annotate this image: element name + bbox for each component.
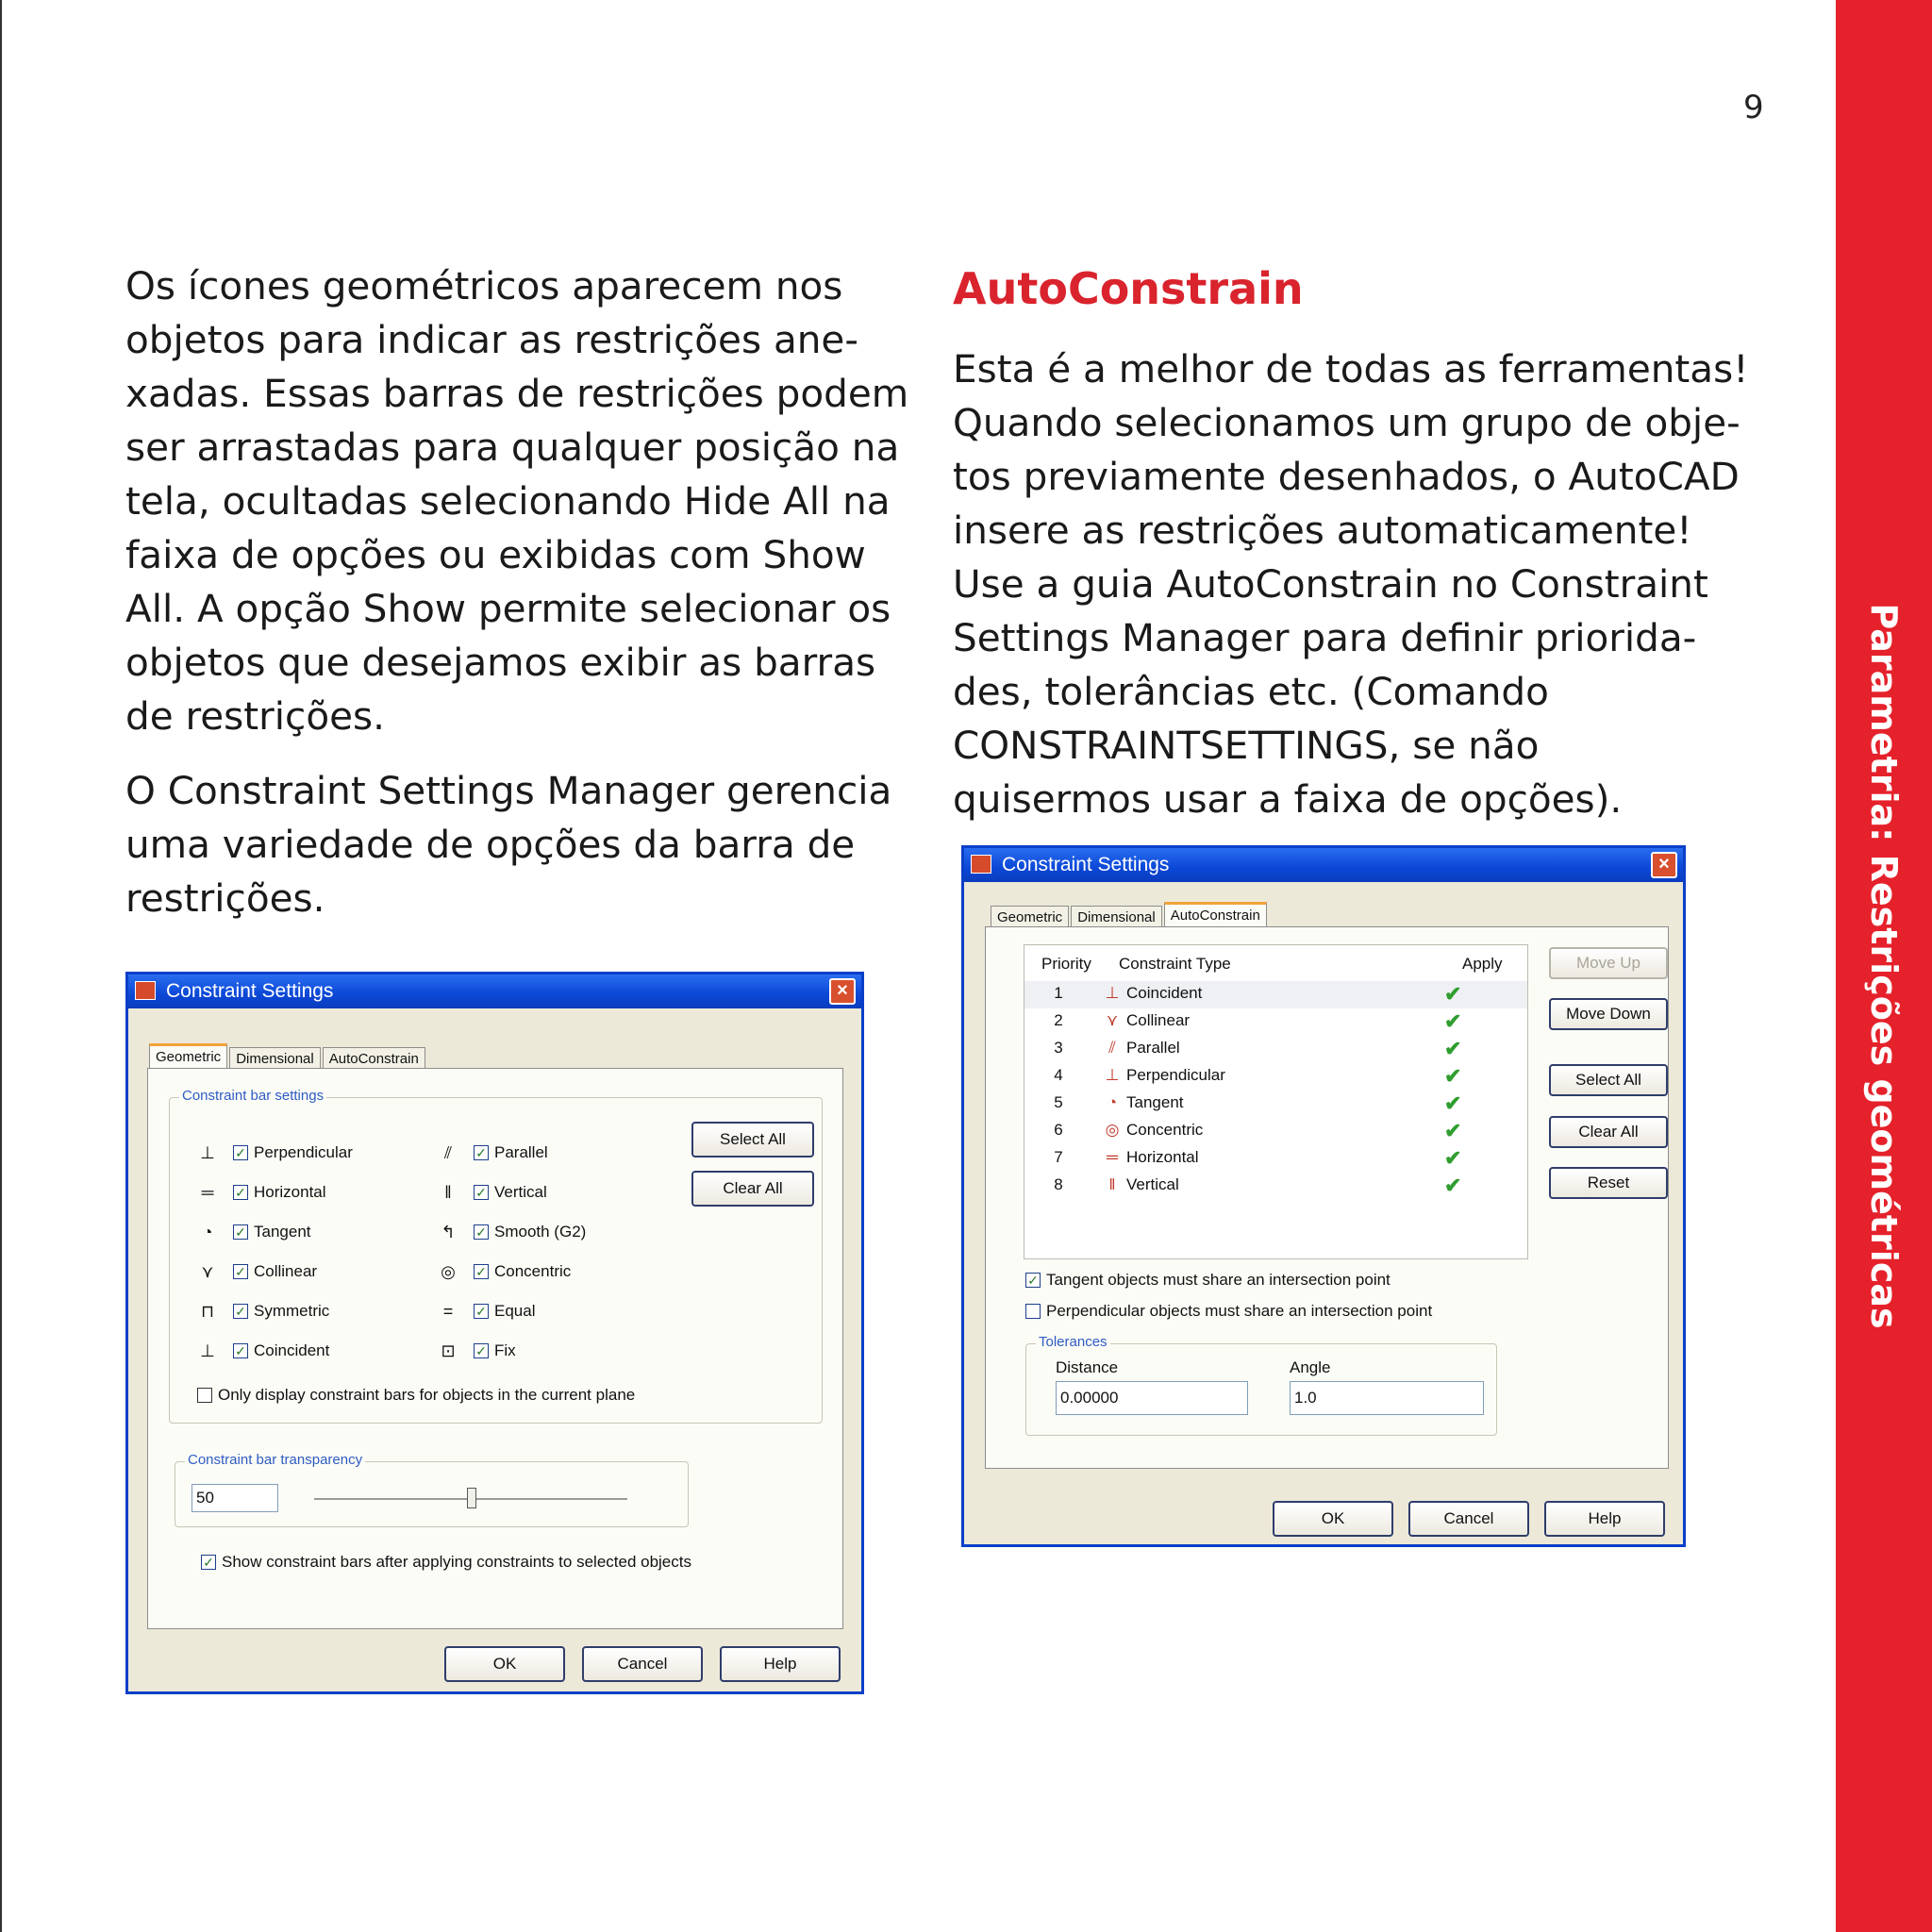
dialog-title: Constraint Settings [166,980,334,1002]
row-type: Horizontal [1126,1148,1199,1166]
page-number: 9 [1743,89,1764,126]
tab-dimensional[interactable]: Dimensional [229,1047,321,1068]
row-type: Coincident [1126,984,1203,1002]
checkbox[interactable]: ✓ [233,1264,248,1279]
check-label: Parallel [494,1143,548,1161]
check-perpendicular[interactable] [195,1142,353,1163]
right-paragraph [953,342,1748,826]
row-type: Concentric [1126,1121,1204,1139]
check-symmetric[interactable] [195,1301,329,1322]
symmetric-icon: ⊓ [200,1301,215,1321]
move-up-button[interactable]: Move Up [1549,947,1668,979]
text-line: All. A opção Show permite selecionar os [125,586,891,631]
text-line: quisermos usar a faixa de opções). [953,776,1623,822]
collinear-icon: ⋎ [1106,1011,1119,1029]
check-coincident[interactable] [195,1341,329,1361]
check-perpendicular-intersection[interactable] [1025,1302,1432,1321]
text-line: insere as restrições automaticamente! [953,508,1692,553]
ok-button[interactable]: OK [1273,1501,1393,1537]
list-item[interactable] [1024,1145,1527,1173]
row-priority: 2 [1054,1011,1063,1029]
apply-check-icon[interactable]: ✔ [1444,982,1462,1006]
check-parallel[interactable] [436,1142,548,1163]
group-label: Tolerances [1036,1334,1110,1350]
cancel-button[interactable]: Cancel [1408,1501,1529,1537]
text-line: des, tolerâncias etc. (Comando [953,669,1549,714]
tab-strip [149,1043,427,1068]
check-label: Equal [494,1302,536,1320]
select-all-button[interactable]: Select All [691,1122,814,1158]
tangent-icon: ◔ [1107,1093,1118,1111]
smooth-icon: ↰ [441,1222,456,1241]
cancel-button[interactable]: Cancel [582,1646,703,1682]
check-label: Vertical [494,1183,547,1201]
check-tangent[interactable] [195,1222,311,1242]
checkbox[interactable]: ✓ [1025,1273,1041,1288]
text-line: restrições. [125,875,325,921]
check-equal[interactable] [436,1301,535,1322]
text-line: objetos que desejamos exibir as barras [125,640,876,685]
check-label: Horizontal [254,1183,326,1201]
dialog-titlebar [964,848,1683,882]
check-label: Show constraint bars after applying constraints to selected objects [222,1553,691,1571]
check-collinear[interactable] [195,1261,317,1282]
text-line: xadas. Essas barras de restrições podem [125,371,909,416]
close-icon[interactable]: × [1651,852,1677,878]
list-item[interactable] [1024,1091,1527,1118]
list-item[interactable] [1024,1008,1527,1036]
constraint-priority-list [1024,944,1528,1259]
check-label: Perpendicular [254,1143,353,1161]
checkbox[interactable]: ✓ [233,1185,248,1200]
angle-input[interactable]: 1.0 [1290,1381,1484,1415]
text-line: Os ícones geométricos aparecem nos [125,263,843,308]
checkbox[interactable]: ✓ [474,1264,489,1279]
equal-icon: = [442,1301,454,1321]
check-label: Collinear [254,1262,318,1280]
collinear-icon: ⋎ [201,1261,214,1281]
horizontal-icon: ═ [201,1182,214,1202]
row-priority: 1 [1054,984,1063,1002]
side-title: Parametria: Restrições geométricas [1863,603,1905,1329]
row-priority: 5 [1054,1093,1063,1111]
check-label: Tangent [254,1223,311,1241]
transparency-slider-thumb[interactable] [467,1488,476,1508]
dialog-title: Constraint Settings [1002,854,1170,875]
column-priority[interactable]: Priority [1041,955,1091,973]
check-label: Smooth (G2) [494,1223,587,1241]
row-priority: 8 [1054,1175,1063,1193]
check-concentric[interactable] [436,1261,571,1282]
text-line: Use a guia AutoConstrain no Constraint [953,561,1708,607]
text-line: de restrições. [125,693,385,739]
section-heading: AutoConstrain [953,263,1304,314]
text-line: O Constraint Settings Manager gerencia [125,768,892,813]
vertical-icon: ‖ [1108,1175,1116,1193]
tab-panel [985,926,1669,1469]
check-smooth[interactable] [436,1222,586,1242]
tab-geometric[interactable]: Geometric [149,1043,227,1068]
list-item[interactable] [1024,1173,1527,1200]
check-tangent-intersection[interactable] [1025,1271,1391,1290]
group-label: Constraint bar transparency [185,1452,365,1468]
select-all-button[interactable]: Select All [1549,1064,1668,1096]
text-line: faixa de opções ou exibidas com Show [125,532,866,577]
concentric-icon: ◎ [441,1261,456,1281]
group-label: Constraint bar settings [179,1088,326,1104]
tab-strip [991,902,1269,926]
left-column [125,259,908,925]
page-left-border [0,0,2,1932]
concentric-icon: ◎ [1105,1121,1120,1139]
checkbox[interactable] [1025,1304,1041,1319]
coincident-icon: ⊥ [1105,984,1120,1002]
text-line: ser arrastadas para qualquer posição na [125,425,900,470]
list-item[interactable] [1024,1118,1527,1145]
check-only-display[interactable] [197,1386,635,1405]
column-apply[interactable]: Apply [1462,955,1503,973]
row-type: Perpendicular [1126,1066,1225,1084]
dialog-titlebar [128,974,861,1008]
row-priority: 6 [1054,1121,1063,1139]
text-line: tos previamente desenhados, o AutoCAD [953,454,1740,499]
check-show-after[interactable] [201,1553,691,1572]
check-label: Fix [494,1341,516,1359]
tab-autoconstrain[interactable]: AutoConstrain [1164,902,1267,926]
check-label: Coincident [254,1341,330,1359]
checkbox[interactable]: ✓ [233,1145,248,1160]
autocad-app-icon [971,855,991,874]
check-label: Concentric [494,1262,572,1280]
checkbox[interactable]: ✓ [233,1224,248,1240]
list-item[interactable] [1024,1036,1527,1063]
list-item[interactable] [1024,981,1527,1008]
distance-label: Distance [1056,1358,1119,1376]
constraint-settings-dialog-geometric [125,972,864,1694]
row-type: Tangent [1126,1093,1184,1111]
help-button[interactable]: Help [720,1646,841,1682]
check-label: Tangent objects must share an intersection point [1046,1271,1391,1289]
perpendicular-icon: ⊥ [1105,1066,1120,1084]
checkbox[interactable]: ✓ [474,1185,489,1200]
reset-button[interactable]: Reset [1549,1167,1668,1199]
tab-dimensional[interactable]: Dimensional [1071,906,1162,926]
right-column [953,342,1748,826]
perpendicular-icon: ⊥ [200,1142,215,1162]
tangent-icon: ◔ [202,1222,213,1241]
text-line: Esta é a melhor de todas as ferramentas! [953,346,1749,391]
constraint-settings-dialog-autoconstrain [961,845,1686,1547]
check-label: Symmetric [254,1302,330,1320]
checkbox[interactable]: ✓ [233,1343,248,1358]
text-line: Settings Manager para definir priorida- [953,615,1697,660]
checkbox[interactable]: ✓ [474,1343,489,1358]
clear-all-button[interactable]: Clear All [691,1171,814,1207]
left-paragraph-1 [125,259,908,743]
coincident-icon: ⊥ [200,1341,215,1360]
row-priority: 7 [1054,1148,1063,1166]
apply-check-icon[interactable]: ✔ [1444,1037,1462,1060]
check-vertical[interactable] [436,1182,547,1203]
checkbox[interactable]: ✓ [474,1224,489,1240]
text-line: uma variedade de opções da barra de [125,822,856,867]
check-label: Perpendicular objects must share an intersection point [1046,1302,1433,1320]
row-priority: 4 [1054,1066,1063,1084]
fix-icon: ⊡ [441,1341,456,1360]
distance-input[interactable]: 0.00000 [1056,1381,1248,1415]
row-type: Parallel [1126,1039,1180,1057]
apply-check-icon[interactable]: ✔ [1444,1119,1462,1142]
check-label: Only display constraint bars for objects in the current plane [218,1386,636,1404]
row-type: Vertical [1126,1175,1179,1193]
help-button[interactable]: Help [1544,1501,1665,1537]
autocad-app-icon [135,981,156,1000]
column-constraint-type[interactable]: Constraint Type [1119,955,1231,973]
apply-check-icon[interactable]: ✔ [1444,1146,1462,1170]
tab-geometric[interactable]: Geometric [991,906,1069,926]
checkbox[interactable]: ✓ [474,1304,489,1319]
text-line: Quando selecionamos um grupo de obje- [953,400,1740,445]
check-fix[interactable] [436,1341,516,1361]
horizontal-icon: ═ [1106,1148,1119,1166]
checkbox[interactable]: ✓ [233,1304,248,1319]
transparency-input[interactable]: 50 [192,1484,278,1512]
checkbox[interactable] [197,1388,212,1403]
row-type: Collinear [1126,1011,1191,1029]
close-icon[interactable]: × [829,978,856,1005]
checkbox[interactable]: ✓ [201,1555,216,1570]
text-line: CONSTRAINTSETTINGS, se não [953,723,1540,768]
text-line: tela, ocultadas selecionando Hide All na [125,478,891,524]
check-horizontal[interactable] [195,1182,326,1203]
apply-check-icon[interactable]: ✔ [1444,1009,1462,1033]
row-priority: 3 [1054,1039,1063,1057]
apply-check-icon[interactable]: ✔ [1444,1091,1462,1115]
apply-check-icon[interactable]: ✔ [1444,1064,1462,1088]
ok-button[interactable]: OK [444,1646,565,1682]
parallel-icon: ⫽ [1108,1039,1116,1057]
parallel-icon: ⫽ [443,1142,453,1162]
apply-check-icon[interactable]: ✔ [1444,1174,1462,1197]
move-down-button[interactable]: Move Down [1549,998,1668,1030]
tab-panel [147,1068,843,1629]
checkbox[interactable]: ✓ [474,1145,489,1160]
vertical-icon: ‖ [444,1182,452,1202]
clear-all-button[interactable]: Clear All [1549,1116,1668,1148]
left-paragraph-2 [125,764,908,925]
text-line: objetos para indicar as restrições ane- [125,317,858,362]
angle-label: Angle [1290,1358,1331,1376]
list-item[interactable] [1024,1063,1527,1091]
tab-autoconstrain[interactable]: AutoConstrain [323,1047,425,1068]
